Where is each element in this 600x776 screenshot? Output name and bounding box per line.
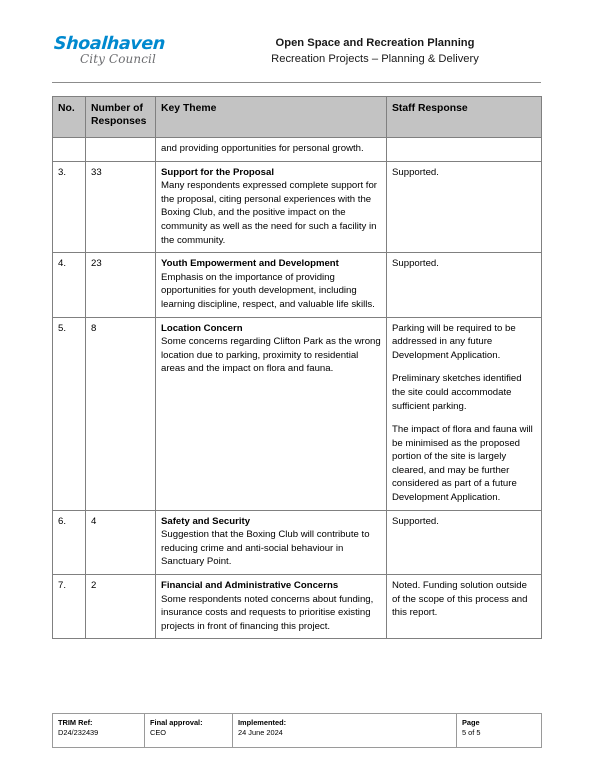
staff-response-paragraph: The impact of flora and fauna will be minimised as the proposed portion of the site is largely cleared, and may be further considered as part of a future Development Application. [392,424,533,504]
staff-response-paragraph: Supported. [392,258,439,270]
cell-key-theme [156,317,387,510]
cell-staff-response [387,575,542,639]
staff-response-paragraph: Parking will be required to be addressed in any future Development Application. [392,322,516,361]
table-row [53,253,542,317]
cell-staff-response [387,510,542,574]
key-theme-body: Emphasis on the importance of providing opportunities for youth development, including learning discipline, respect, and valuable life skills. [161,271,375,310]
key-theme-title: Location Concern [161,322,243,334]
table-header-row [53,97,542,138]
column-header-no: No. [53,97,86,138]
cell-number-of-responses [86,138,156,162]
footer-value: 5 of 5 [462,728,481,737]
cell-no [53,138,86,162]
footer-cell-final-approval [145,714,233,748]
footer-row [53,714,542,748]
staff-response-paragraph: Supported. [392,515,439,527]
document-footer-table [52,713,542,748]
page-header [52,34,540,74]
key-theme-title: Financial and Administrative Concerns [161,580,339,592]
cell-key-theme [156,161,387,253]
cell-key-theme [156,510,387,574]
header-title-block [210,36,540,67]
cell-number-of-responses: 8 [86,317,156,510]
cell-no: 4. [53,253,86,317]
header-divider [52,82,541,83]
footer-value: 24 June 2024 [238,728,283,737]
key-theme-title: Safety and Security [161,515,251,527]
staff-response-paragraph: Noted. Funding solution outside of the scope of this process and this report. [392,580,528,619]
footer-label: Final approval: [150,718,203,727]
table-row [53,161,542,253]
cell-staff-response [387,253,542,317]
logo-wordmark: Shoalhaven [53,34,166,54]
cell-no: 6. [53,510,86,574]
page-title: Open Space and Recreation Planning [275,37,475,49]
table-body [53,138,542,162]
column-header-key-theme: Key Theme [156,97,387,138]
column-header-number-of-responses: Number of Responses [86,97,156,138]
cell-staff-response [387,317,542,510]
table-row [53,510,542,574]
cell-no: 5. [53,317,86,510]
key-theme-title: Support for the Proposal [161,166,274,178]
footer-label: Page [462,718,480,727]
logo-subtext: City Council [80,52,156,66]
table-row-continuation [53,138,542,162]
key-theme-body: and providing opportunities for personal growth. [161,143,364,154]
key-theme-title: Youth Empowerment and Development [161,258,339,270]
cell-number-of-responses: 4 [86,510,156,574]
cell-key-theme [156,138,387,162]
staff-response-paragraph: Supported. [392,166,439,178]
key-themes-table [52,96,542,639]
cell-number-of-responses: 23 [86,253,156,317]
footer-value: CEO [150,728,167,737]
column-header-staff-response: Staff Response [387,97,542,138]
cell-no: 3. [53,161,86,253]
footer-cell-page-number [457,714,542,748]
footer-label: Implemented: [238,718,287,727]
cell-staff-response [387,161,542,253]
key-theme-body: Suggestion that the Boxing Club will contribute to reducing crime and anti-social behaviour in Sanctuary Point. [161,529,370,568]
key-theme-body: Some respondents noted concerns about funding, insurance costs and requests to prioritise existing projects in front of financing this project. [161,593,374,632]
cell-number-of-responses: 33 [86,161,156,253]
cell-number-of-responses: 2 [86,575,156,639]
table-row [53,317,542,510]
cell-key-theme [156,575,387,639]
page-subtitle: Recreation Projects – Planning & Delivery [271,53,479,65]
footer-cell-implemented [233,714,457,748]
shoalhaven-city-council-logo [52,34,182,72]
cell-no: 7. [53,575,86,639]
cell-key-theme [156,253,387,317]
footer-cell-trim-ref [53,714,145,748]
footer-value: D24/232439 [58,728,99,737]
key-theme-body: Many respondents expressed complete support for the proposal, citing personal experiences with the Boxing Club, and the positive impact on the community as well as the need for such a facility in the community. [161,180,377,246]
staff-response-paragraph: Preliminary sketches identified the site could accommodate sufficient parking. [392,373,522,412]
key-theme-body: Some concerns regarding Clifton Park as the wrong location due to parking, proximity to residential areas and the impact on flora and fauna. [161,336,381,375]
cell-staff-response [387,138,542,162]
table-row [53,575,542,639]
footer-label: TRIM Ref: [58,718,93,727]
